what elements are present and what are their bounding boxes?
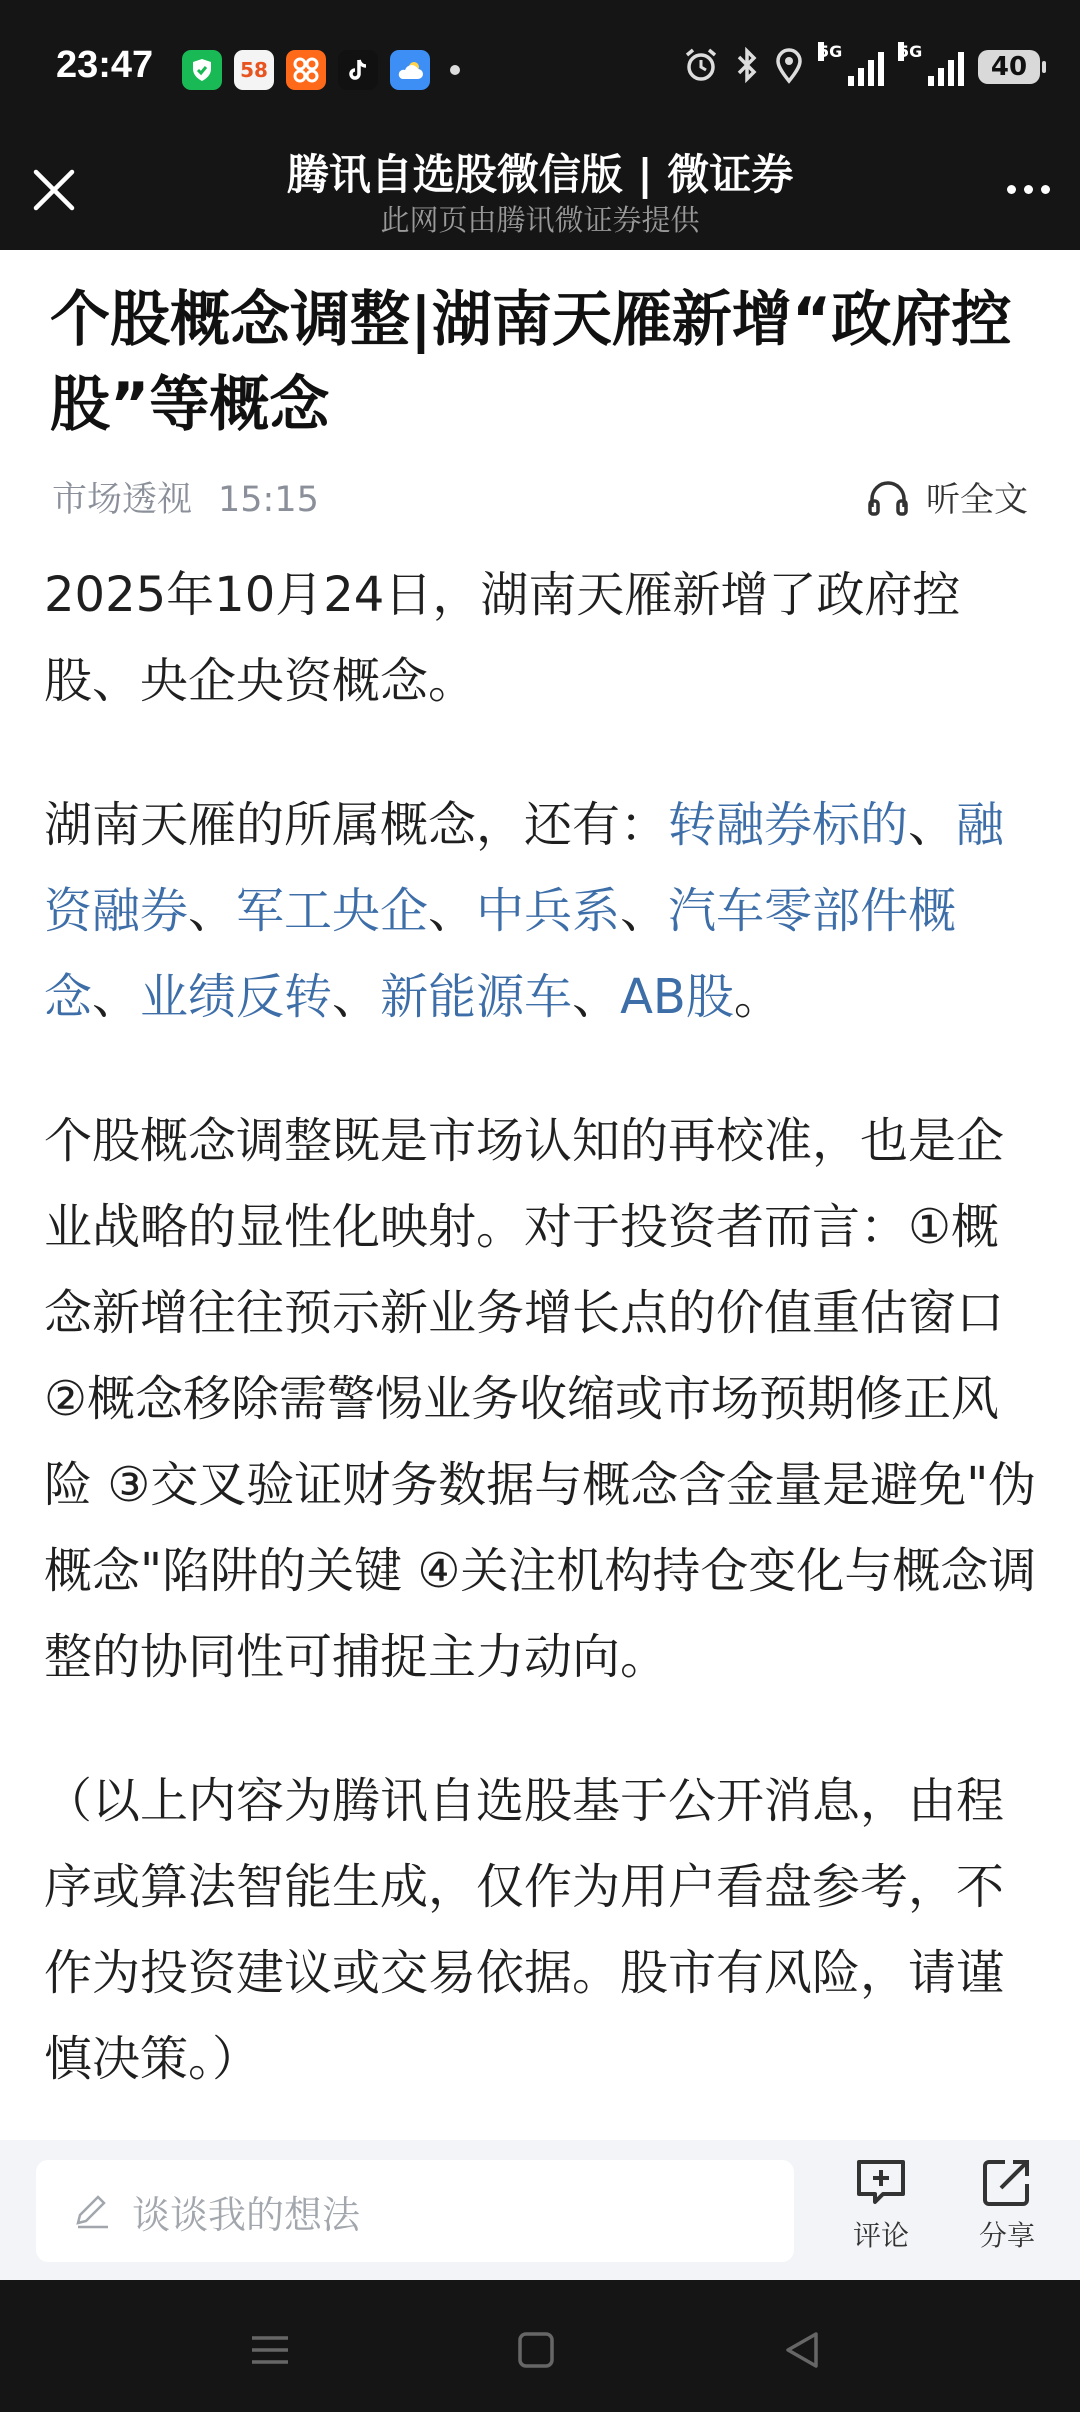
concept-link[interactable]: 军工央企 [236, 883, 429, 939]
home-square-icon [506, 2320, 566, 2380]
signal-2-label: 5G [898, 42, 923, 61]
header-subtitle: 此网页由腾讯微证券提供 [380, 203, 700, 237]
grid-app-icon [286, 50, 326, 90]
separator: 、 [620, 883, 669, 939]
separator: 、 [572, 969, 621, 1025]
weather-app-icon [390, 50, 430, 90]
menu-icon [240, 2320, 300, 2380]
bluetooth-icon [734, 46, 760, 88]
article-title: 个股概念调整|湖南天雁新增“政府控股”等概念 [50, 285, 1012, 440]
separator: 、 [92, 969, 141, 1025]
back-button[interactable] [772, 2320, 832, 2380]
alarm-icon [682, 46, 720, 88]
58-app-icon [234, 50, 274, 90]
article-meta [52, 472, 319, 522]
share-label: 分享 [978, 2219, 1035, 2252]
signal-2-icon [898, 42, 964, 86]
concept-link[interactable]: 新能源车 [380, 969, 573, 1025]
more-dot-icon [1041, 185, 1050, 194]
paragraph-analysis: 个股概念调整既是市场认知的再校准，也是企业战略的显性化映射。对于投资者而言：①概念新增往往预示新业务增长点的价值重估窗口 ②概念移除需警惕业务收缩或市场预期修正风险 ③交叉验证财务数据与概念含金量是避免"伪概念"陷阱的关键 ④关注机构持仓变化与概念调整的协同性可捕捉主力动向。 [44, 1113, 1037, 1685]
headphones-icon [866, 477, 910, 517]
listen-button[interactable] [866, 472, 1028, 521]
signal-1-label: 5G [818, 42, 843, 61]
share-icon [979, 2154, 1035, 2210]
comment-button[interactable] [826, 2154, 936, 2254]
home-button[interactable] [506, 2320, 566, 2380]
concept-link[interactable]: 融资融券 [44, 797, 1005, 939]
comment-input[interactable] [36, 2160, 794, 2262]
separator: 、 [332, 969, 381, 1025]
webview-header [0, 140, 1080, 250]
article-body [44, 552, 1040, 2140]
shield-app-icon [182, 50, 222, 90]
paragraph-date: 2025年10月24日，湖南天雁新增了政府控股、央企央资概念。 [44, 567, 961, 709]
separator: 、 [428, 883, 477, 939]
article-source[interactable]: 市场透视 [52, 480, 193, 520]
battery-level: 40 [990, 52, 1028, 82]
comment-add-icon [853, 2154, 909, 2210]
more-notifications-dot [450, 65, 460, 75]
tiktok-icon [338, 50, 378, 90]
paragraph-disclaimer: （以上内容为腾讯自选股基于公开消息，由程序或算法智能生成，仅作为用户看盘参考，不作为投资建议或交易依据。股市有风险，请谨慎决策。） [44, 1773, 1005, 2087]
signal-1-icon [818, 42, 884, 86]
share-button[interactable] [952, 2154, 1062, 2254]
58-app-label: 58 [240, 58, 268, 82]
paragraph-end: 。 [733, 969, 782, 1025]
article [0, 250, 1080, 2140]
comment-label: 评论 [852, 2219, 909, 2252]
more-options-button[interactable] [1007, 174, 1050, 204]
concept-link[interactable]: 中兵系 [476, 883, 621, 939]
concepts-intro: 湖南天雁的所属概念，还有： [44, 797, 669, 853]
concept-link[interactable]: 汽车零部件概念 [44, 883, 957, 1025]
more-dot-icon [1024, 185, 1033, 194]
system-nav-bar [0, 2280, 1080, 2412]
battery-icon [978, 50, 1040, 84]
more-dot-icon [1007, 185, 1016, 194]
location-icon [774, 46, 804, 88]
back-triangle-icon [772, 2320, 832, 2380]
comment-placeholder: 谈谈我的想法 [132, 2192, 361, 2237]
recents-button[interactable] [240, 2320, 300, 2380]
concept-link[interactable]: AB股 [620, 969, 734, 1025]
article-time: 15:15 [218, 480, 319, 520]
separator: 、 [188, 883, 237, 939]
comment-bar [0, 2140, 1080, 2280]
header-title: 腾讯自选股微信版 | 微证券 [286, 150, 794, 199]
notification-icons [182, 50, 460, 90]
concept-link[interactable]: 业绩反转 [140, 969, 333, 1025]
separator: 、 [908, 797, 957, 853]
concept-link[interactable]: 转融券标的 [668, 797, 909, 853]
status-bar [0, 0, 1080, 140]
system-icons [682, 42, 1040, 88]
paragraph-concepts [44, 782, 1040, 1040]
pencil-icon [70, 2189, 114, 2233]
clock: 23:47 [56, 44, 154, 86]
listen-label: 听全文 [926, 480, 1028, 520]
